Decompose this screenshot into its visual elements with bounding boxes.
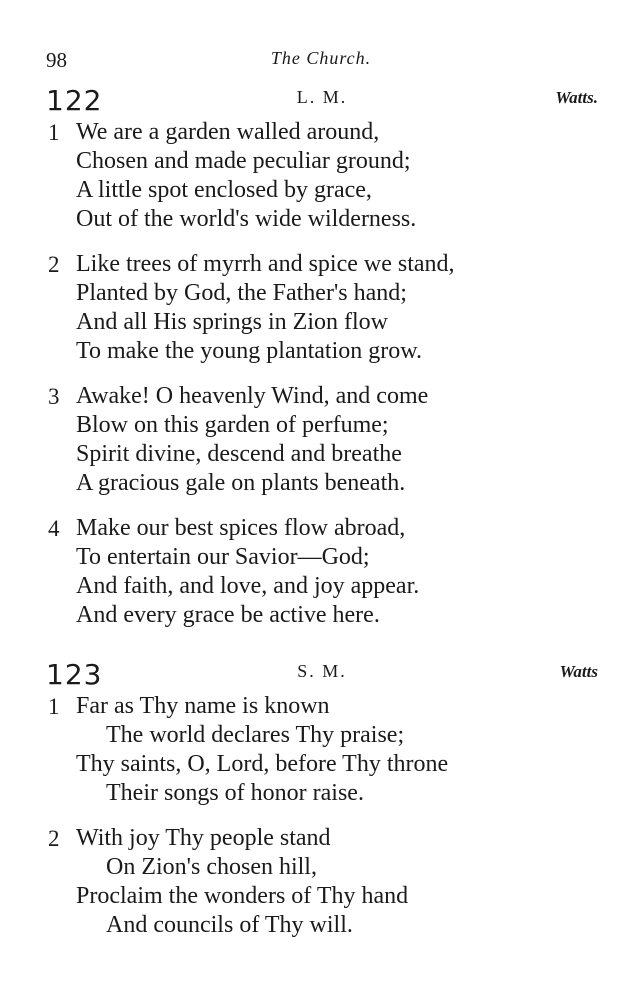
- stanza-number: 3: [48, 384, 60, 409]
- verse-line: The world declares Thy praise;: [106, 722, 405, 748]
- hymn-122: [46, 84, 598, 646]
- stanza-4: [46, 514, 598, 630]
- hymn-123: [46, 658, 598, 956]
- hymn-header: [46, 84, 598, 118]
- verse-line: To make the young plantation grow.: [76, 338, 423, 364]
- verse-line: Out of the world's wide wilderness.: [76, 206, 417, 232]
- verse-line: Blow on this garden of perfume;: [76, 412, 389, 438]
- hymn-meter: L. M.: [296, 87, 348, 107]
- verse-line: Their songs of honor raise.: [106, 780, 364, 806]
- verse-line: Far as Thy name is known: [76, 693, 330, 719]
- hymn-author: Watts.: [555, 88, 598, 107]
- verse-line: Like trees of myrrh and spice we stand,: [76, 251, 455, 277]
- stanza-number: 4: [48, 516, 60, 541]
- verse-line: And all His springs in Zion flow: [76, 309, 388, 335]
- stanza-3: [46, 382, 598, 498]
- hymn-header: [46, 658, 598, 692]
- stanza-1: [46, 118, 598, 234]
- hymn-number: 123: [46, 658, 103, 691]
- hymn-author: Watts: [559, 662, 598, 681]
- stanza-number: 2: [48, 826, 60, 851]
- verse-line: On Zion's chosen hill,: [106, 854, 317, 880]
- stanza-2: [46, 824, 598, 940]
- page-number: 98: [46, 48, 67, 72]
- verse-line: We are a garden walled around,: [76, 119, 380, 145]
- verse-line: With joy Thy people stand: [76, 825, 331, 851]
- verse-line: And faith, and love, and joy appear.: [76, 573, 420, 599]
- verse-line: A little spot enclosed by grace,: [76, 177, 372, 203]
- stanza-number: 1: [48, 120, 60, 145]
- running-title: The Church.: [270, 48, 372, 68]
- hymn-number: 122: [46, 84, 103, 117]
- verse-line: Make our best spices flow abroad,: [76, 515, 406, 541]
- verse-line: A gracious gale on plants beneath.: [76, 470, 406, 496]
- hymn-meter: S. M.: [297, 661, 347, 681]
- verse-line: Planted by God, the Father's hand;: [76, 280, 407, 306]
- running-head: [46, 48, 596, 74]
- verse-line: To entertain our Savior—God;: [76, 544, 370, 570]
- verse-line: Proclaim the wonders of Thy hand: [76, 883, 409, 909]
- stanza-number: 2: [48, 252, 60, 277]
- stanza-number: 1: [48, 694, 60, 719]
- verse-line: Spirit divine, descend and breathe: [76, 441, 402, 467]
- stanza-1: [46, 692, 598, 808]
- verse-line: And every grace be active here.: [76, 602, 380, 628]
- verse-line: Awake! O heavenly Wind, and come: [76, 383, 429, 409]
- verse-line: Chosen and made peculiar ground;: [76, 148, 411, 174]
- stanza-2: [46, 250, 598, 366]
- verse-line: Thy saints, O, Lord, before Thy throne: [76, 751, 449, 777]
- verse-line: And councils of Thy will.: [106, 912, 353, 938]
